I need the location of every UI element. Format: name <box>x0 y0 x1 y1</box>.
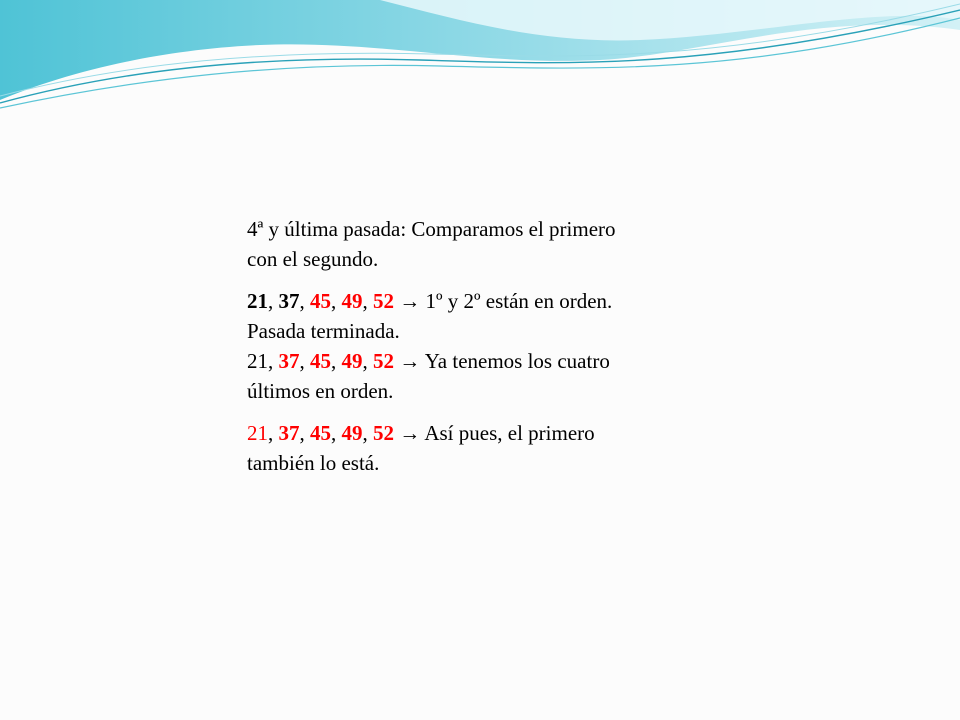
seq1-number-5: 52 <box>373 289 394 313</box>
seq3-number-3: 45 <box>310 421 331 445</box>
paragraph-conclusion <box>247 418 687 478</box>
sequence-line-1: 21, 37, 45, 49, 52 → 1º y 2º están en orden. <box>247 289 613 313</box>
intro-line-1: 4ª y última pasada: Comparamos el primero <box>247 217 616 241</box>
sequence-line-3: 21, 37, 45, 49, 52 → Así pues, el primero <box>247 421 595 445</box>
seq2-number-1: 21 <box>247 349 268 373</box>
seq2-number-5: 52 <box>373 349 394 373</box>
conclusion-line-2: también lo está. <box>247 451 380 475</box>
paragraph-intro <box>247 214 687 274</box>
seq3-number-2: 37 <box>278 421 300 445</box>
last-four-ordered-line: últimos en orden. <box>247 379 394 403</box>
seq2-tail: → Ya tenemos los cuatro <box>399 349 610 373</box>
header-wave-decoration <box>0 0 960 120</box>
seq1-number-1: 21 <box>247 289 268 313</box>
paragraph-pass-result <box>247 286 687 406</box>
seq3-number-4: 49 <box>341 421 363 445</box>
seq2-number-4: 49 <box>341 349 363 373</box>
seq3-number-1: 21 <box>247 421 268 445</box>
seq1-tail: → 1º y 2º están en orden. <box>399 289 613 313</box>
seq1-number-4: 49 <box>341 289 363 313</box>
seq1-number-2: 37 <box>278 289 300 313</box>
seq3-tail: → Así pues, el primero <box>399 421 595 445</box>
seq2-number-2: 37 <box>278 349 300 373</box>
pass-finished-line: Pasada terminada. <box>247 319 400 343</box>
seq2-number-3: 45 <box>310 349 331 373</box>
intro-line-2: con el segundo. <box>247 247 379 271</box>
sequence-line-2: 21, 37, 45, 49, 52 → Ya tenemos los cuatro <box>247 349 610 373</box>
seq1-number-3: 45 <box>310 289 331 313</box>
slide-body-text <box>247 214 687 490</box>
seq3-number-5: 52 <box>373 421 394 445</box>
